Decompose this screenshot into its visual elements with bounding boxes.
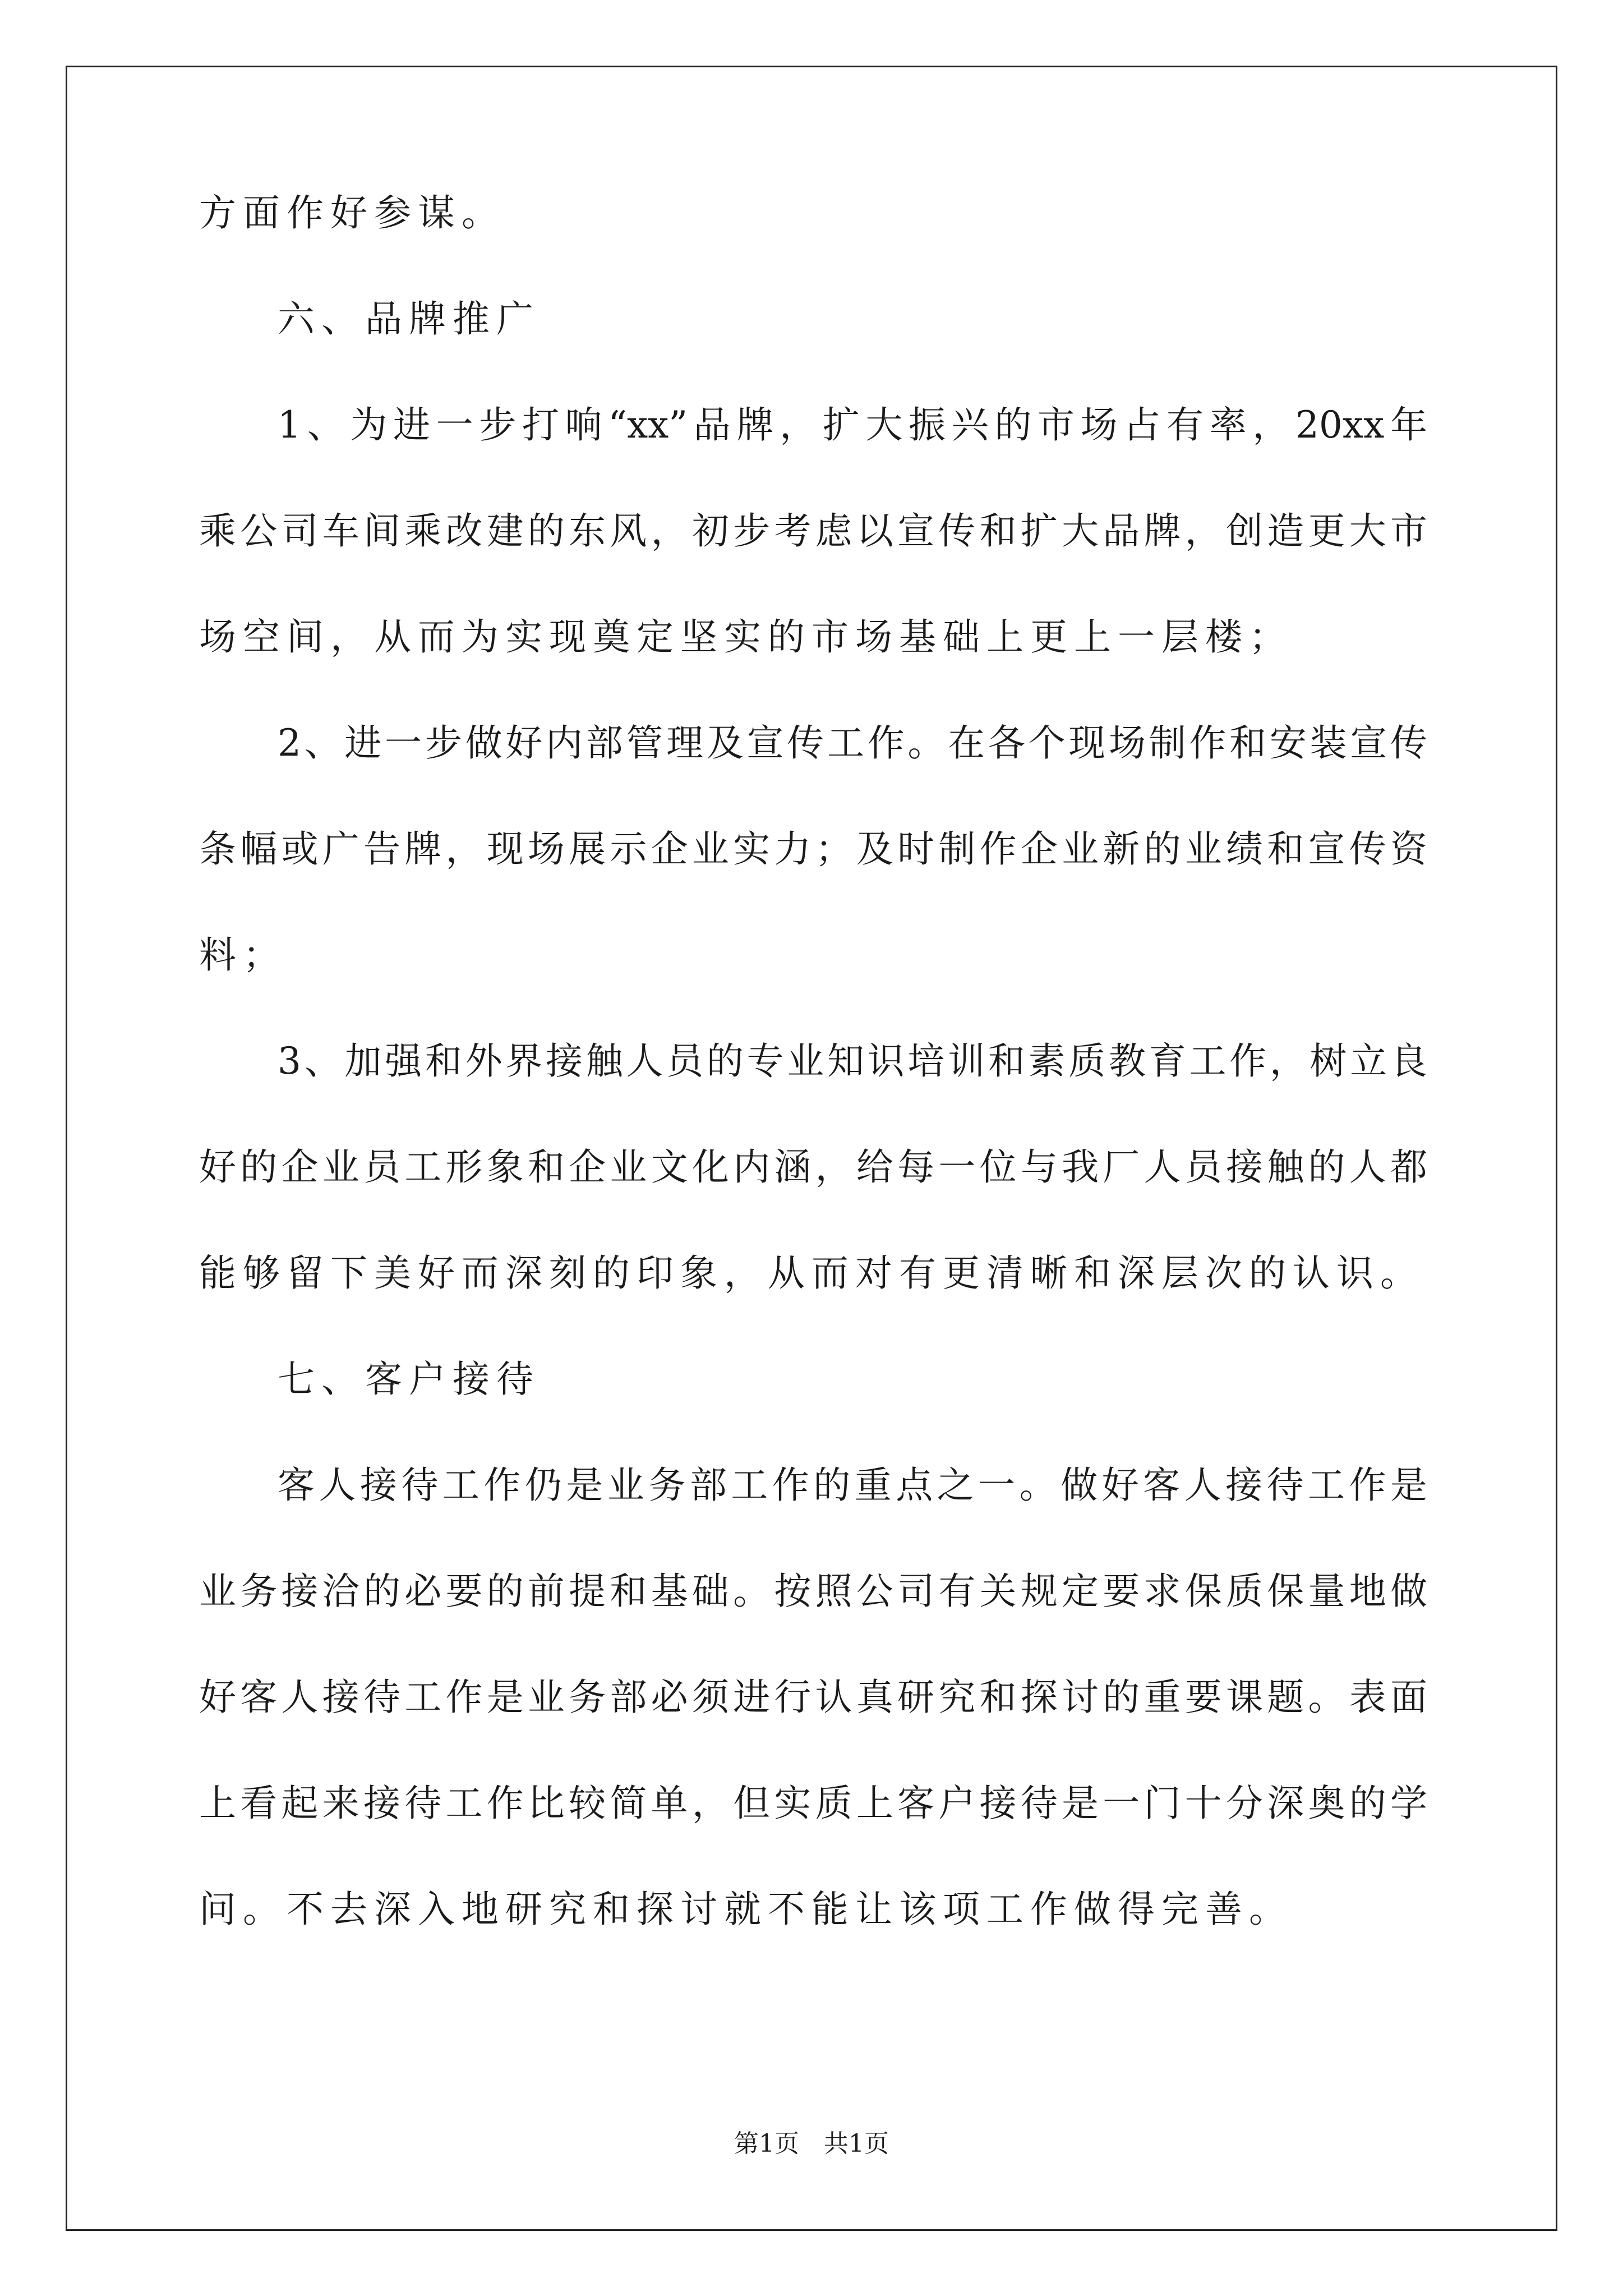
text-line: 2、进一步做好内部管理及宣传工作。在各个现场制作和安装宣传 — [278, 721, 1427, 765]
text-line: 客人接待工作仍是业务部工作的重点之一。做好客人接待工作是 — [278, 1464, 1427, 1507]
text-line: 业务接洽的必要的前提和基础。按照公司有关规定要求保质保量地做 — [199, 1570, 1427, 1613]
text-line: 场空间，从而为实现奠定坚实的市场基础上更上一层楼； — [199, 615, 1293, 659]
text-line: 好客人接待工作是业务部必须进行认真研究和探讨的重要课题。表面 — [199, 1676, 1427, 1719]
text-line: 七、客户接待 — [278, 1358, 540, 1401]
text-line: 六、品牌推广 — [278, 297, 540, 341]
text-line: 条幅或广告牌，现场展示企业实力；及时制作企业新的业绩和宣传资 — [199, 827, 1427, 871]
text-line: 乘公司车间乘改建的东风，初步考虑以宣传和扩大品牌，创造更大市 — [199, 509, 1427, 553]
document-body — [199, 188, 1427, 1990]
text-line: 方面作好参谋。 — [199, 191, 505, 234]
text-line: 问。不去深入地研究和探讨就不能让该项工作做得完善。 — [199, 1888, 1293, 1931]
page-footer: 第1页 共1页 — [734, 2129, 889, 2158]
text-line: 能够留下美好而深刻的印象，从而对有更清晰和深层次的认识。 — [199, 1251, 1424, 1295]
text-line: 1、为进一步打响“xx”品牌，扩大振兴的市场占有率，20xx年 — [278, 403, 1427, 447]
text-line: 料； — [199, 933, 287, 977]
text-line: 上看起来接待工作比较简单，但实质上客户接待是一门十分深奥的学 — [199, 1782, 1427, 1825]
text-line: 3、加强和外界接触人员的专业知识培训和素质教育工作，树立良 — [278, 1039, 1427, 1083]
text-line: 好的企业员工形象和企业文化内涵，给每一位与我厂人员接触的人都 — [199, 1145, 1427, 1189]
